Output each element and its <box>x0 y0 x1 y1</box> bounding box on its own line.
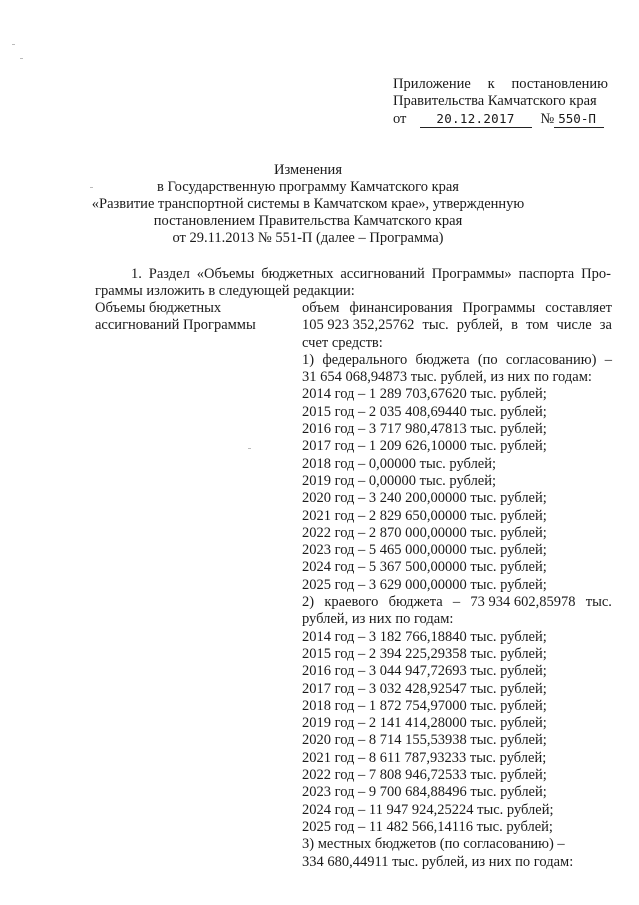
word: 2) <box>302 594 315 611</box>
federal-year-row: 2016 год – 3 717 980,47813 тыс. рублей; <box>302 421 547 438</box>
regional-year-row: 2023 год – 9 700 684,88496 тыс. рублей; <box>302 784 547 801</box>
word: – <box>452 594 461 611</box>
regional-year-row: 2014 год – 3 182 766,18840 тыс. рублей; <box>302 628 547 645</box>
label-line: ассигнований Программы <box>95 317 256 333</box>
title-line: постановлением Правительства Камчатского края <box>153 213 463 229</box>
intro-line-1 <box>302 300 612 317</box>
federal-year-row: 2021 год – 2 829 650,00000 тыс. рублей; <box>302 507 547 524</box>
appendix-line-3 <box>393 110 608 128</box>
regional-year-row: 2020 год – 8 714 155,53938 тыс. рублей; <box>302 732 547 749</box>
paragraph-word: «Объемы <box>196 266 255 282</box>
regional-year-row: 2018 год – 1 872 754,97000 тыс. рублей; <box>302 697 547 714</box>
word: 1) <box>302 351 315 368</box>
appendix-word: к <box>487 76 495 92</box>
intro-line-2 <box>302 317 612 334</box>
label-line: Объемы бюджетных <box>95 300 222 316</box>
federal-year-row: 2024 год – 5 367 500,00000 тыс. рублей; <box>302 559 547 576</box>
word: числе <box>556 317 592 334</box>
table-value-cell <box>302 300 612 871</box>
regional-year-row: 2021 год – 8 611 787,93233 тыс. рублей; <box>302 749 547 766</box>
regional-year-row: 2016 год – 3 044 947,72693 тыс. рублей; <box>302 663 547 680</box>
regional-line-2: рублей, из них по годам: <box>302 611 454 628</box>
appendix-header <box>393 76 608 128</box>
word: в <box>511 317 518 334</box>
from-label: от <box>393 111 407 127</box>
paragraph-word: Про- <box>581 266 611 282</box>
title-line: от 29.11.2013 № 551-П (далее – Программа) <box>172 230 444 246</box>
title-line: Изменения <box>274 162 342 178</box>
word: составляет <box>545 300 612 316</box>
paragraph-word: паспорта <box>518 266 575 282</box>
regional-year-row: 2015 год – 2 394 225,29358 тыс. рублей; <box>302 645 547 662</box>
scan-speck <box>20 58 23 59</box>
appendix-word: Приложение <box>393 76 471 92</box>
scan-speck <box>12 44 15 45</box>
paragraph-line-1 <box>95 266 611 283</box>
federal-year-row: 2025 год – 3 629 000,00000 тыс. рублей; <box>302 576 547 593</box>
paragraph-word: бюджетных <box>261 266 334 282</box>
federal-year-row: 2022 год – 2 870 000,00000 тыс. рублей; <box>302 524 547 541</box>
scan-speck <box>248 448 251 449</box>
appendix-word: постановлению <box>511 76 608 92</box>
word: федерального <box>322 351 408 368</box>
word: 73 934 602,85978 <box>470 594 576 611</box>
word: согласованию) <box>505 351 597 368</box>
paragraph-word: Раздел <box>148 266 190 282</box>
federal-line-1 <box>302 352 612 369</box>
regional-year-row: 2019 год – 2 141 414,28000 тыс. рублей; <box>302 715 547 732</box>
appendix-line-1 <box>393 76 608 93</box>
table-label-cell <box>95 300 285 334</box>
federal-year-row: 2018 год – 0,00000 тыс. рублей; <box>302 455 497 472</box>
title-line: в Государственную программу Камчатского края <box>157 179 459 195</box>
document-title <box>90 162 526 247</box>
word: финансирования <box>349 300 453 316</box>
word: бюджета <box>415 351 470 368</box>
word: рублей, <box>456 317 503 334</box>
word: краевого <box>324 594 379 611</box>
federal-line-2: 31 654 068,94873 тыс. рублей, из них по годам: <box>302 369 592 386</box>
local-line-2: 334 680,44911 тыс. рублей, из них по годам: <box>302 853 574 870</box>
regional-year-row: 2025 год – 11 482 566,14116 тыс. рублей; <box>302 818 553 835</box>
word: том <box>526 317 549 334</box>
word: за <box>599 317 612 334</box>
federal-year-row: 2017 год – 1 209 626,10000 тыс. рублей; <box>302 438 547 455</box>
word: 105 923 352,25762 <box>302 317 415 334</box>
federal-year-row: 2019 год – 0,00000 тыс. рублей; <box>302 472 497 489</box>
regional-year-row: 2024 год – 11 947 924,25224 тыс. рублей; <box>302 801 554 818</box>
resolution-date: 20.12.2017 <box>420 110 532 128</box>
word: Программы <box>462 300 536 316</box>
regional-line-1 <box>302 594 612 611</box>
federal-year-row: 2023 год – 5 465 000,00000 тыс. рублей; <box>302 542 547 559</box>
title-line: «Развитие транспортной системы в Камчатском крае», утвержденную <box>91 196 525 212</box>
word: тыс. <box>585 594 612 611</box>
federal-year-row: 2014 год – 1 289 703,67620 тыс. рублей; <box>302 386 547 403</box>
word: бюджета <box>388 594 443 611</box>
federal-year-row: 2015 год – 2 035 408,69440 тыс. рублей; <box>302 403 547 420</box>
federal-year-row: 2020 год – 3 240 200,00000 тыс. рублей; <box>302 490 547 507</box>
regional-year-row: 2017 год – 3 032 428,92547 тыс. рублей; <box>302 680 547 697</box>
word: тыс. <box>422 317 449 334</box>
resolution-number: 550-П <box>554 110 604 128</box>
word: (по <box>477 351 498 368</box>
paragraph-word: 1. <box>131 266 142 282</box>
number-label: № <box>540 111 555 127</box>
paragraph-word: Программы» <box>431 266 512 282</box>
word: – <box>604 351 612 368</box>
paragraph-line-2: граммы изложить в следующей редакции: <box>95 283 355 299</box>
local-line-1: 3) местных бюджетов (по согласованию) – <box>302 836 565 853</box>
word: объем <box>302 300 340 316</box>
intro-line-3: счет средств: <box>302 334 383 351</box>
paragraph-1 <box>95 266 611 300</box>
regional-year-row: 2022 год – 7 808 946,72533 тыс. рублей; <box>302 767 547 784</box>
appendix-line-2: Правительства Камчатского края <box>393 93 597 109</box>
paragraph-word: ассигнований <box>340 266 425 282</box>
